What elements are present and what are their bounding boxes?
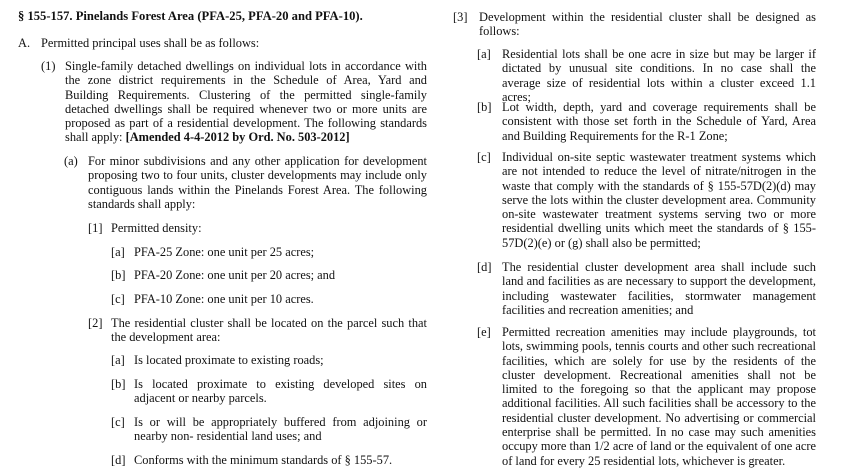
- sub-3-item-e: [477, 325, 816, 468]
- sub-2-item-b-text: Is located proximate to existing developed sites on adjacent or nearby parcels.: [134, 377, 427, 406]
- sub-2-item-d-text: Conforms with the minimum standards of § 155-57.: [134, 453, 393, 467]
- sub-1-item-b-text: PFA-20 Zone: one unit per 20 acres; and: [134, 268, 336, 282]
- item-1-text: Single-family detached dwellings on individual lots in accordance with the zone district requirements in the Schedule of Area, Yard and Building Requirements. Clustering of the permitted single-family detached dwellings shall be required whenever two or more units are proposed as part of a residential development. The following standards shall apply:: [65, 59, 427, 145]
- sub-2-item-a-text: Is located proximate to existing roads;: [134, 353, 324, 367]
- sub-2-item-d-label: [d]: [111, 453, 126, 467]
- section-a-label: A.: [18, 36, 31, 50]
- sub-3-item-b-label: [b]: [477, 100, 492, 114]
- sub-3-item-d-label: [d]: [477, 260, 492, 274]
- sub-1-item-c-label: [c]: [111, 292, 125, 306]
- amendment-note: [Amended 4-4-2012 by Ord. No. 503-2012]: [125, 130, 350, 145]
- sub-1-item-a-label: [a]: [111, 245, 125, 259]
- sub-1-item-a-text: PFA-25 Zone: one unit per 25 acres;: [134, 245, 315, 259]
- sub-2-item-d: [111, 453, 427, 467]
- sub-2-item-c-label: [c]: [111, 415, 125, 429]
- sub-3-label: [3]: [453, 10, 468, 24]
- section-title: § 155-157. Pinelands Forest Area (PFA-25, PFA-20 and PFA-10).: [18, 9, 363, 23]
- sub-3-item-b-text: Lot width, depth, yard and coverage requirements shall be consistent with those set forth in the Schedule of Yard, Area and Building Requirements for the R-1 Zone;: [502, 100, 816, 143]
- item-1-label: (1): [41, 59, 56, 73]
- sub-1-label: [1]: [88, 221, 103, 235]
- sub-3-item-d-text: The residential cluster development area shall include such land and facilities as are necessary to support the development, including wastewater facilities, stormwater management facilities and recreation amenities; and: [502, 260, 816, 317]
- sub-1-item-b: [111, 268, 427, 282]
- sub-2-item-b: [111, 377, 427, 406]
- sub-3-item-e-text: Permitted recreation amenities may include playgrounds, tot lots, swimming pools, tennis courts and other such recreational facilities, which are solely for use by the residents of the cluster development. Recreational amenities shall not be limited to the foregoing so that the applicant may propose additional facilities. All such facilities shall be accessory to the residential cluster development. No advertising or commercial enterprise shall be permitted. In no case may such amenities occupy more than 1/2 acre of land or the equivalent of one acre of land for every 25 residential lots, whichever is greater.: [502, 325, 816, 468]
- item-a: [64, 154, 427, 211]
- sub-3-item-a-text: Residential lots shall be one acre in size but may be larger if dictated by unusual site conditions. In no case shall the average size of residential lots within a cluster exceed 1.1 acres;: [502, 47, 816, 104]
- sub-1: [88, 221, 427, 235]
- section-a: [18, 36, 418, 50]
- item-a-text: For minor subdivisions and any other application for development proposing two to four units, cluster developments may include only contiguous lands within the Pinelands Forest Area. The following standards shall apply:: [88, 154, 427, 211]
- sub-2: [88, 316, 427, 345]
- sub-1-item-a: [111, 245, 427, 259]
- sub-3-item-c-text: Individual on-site septic wastewater treatment systems which are not intended to reduce the level of nitrate/nitrogen in the waste that comply with the standards of § 155-57D(2)(d) may serve the lots within the cluster development area. Community on-site wastewater treatment systems serving two or more residential dwelling units which meet the standards of § 155-57D(2)(e) or (g) shall also be permitted;: [502, 150, 816, 250]
- sub-3-item-a-label: [a]: [477, 47, 491, 61]
- sub-2-item-a-label: [a]: [111, 353, 125, 367]
- sub-3: [453, 10, 816, 39]
- item-1: [41, 59, 427, 145]
- sub-3-text: Development within the residential cluster shall be designed as follows:: [479, 10, 816, 39]
- sub-2-text: The residential cluster shall be located on the parcel such that the development area:: [111, 316, 427, 345]
- sub-3-item-c-label: [c]: [477, 150, 491, 164]
- sub-3-item-a: [477, 47, 816, 104]
- sub-1-text: Permitted density:: [111, 221, 202, 235]
- sub-1-item-c: [111, 292, 427, 306]
- sub-3-item-d: [477, 260, 816, 317]
- sub-3-item-b: [477, 100, 816, 143]
- sub-2-item-c: [111, 415, 427, 444]
- section-a-text: Permitted principal uses shall be as follows:: [41, 36, 260, 50]
- sub-2-item-b-label: [b]: [111, 377, 126, 391]
- sub-2-item-c-text: Is or will be appropriately buffered from adjoining or nearby non- residential land uses; and: [134, 415, 427, 444]
- sub-3-item-e-label: [e]: [477, 325, 491, 339]
- sub-1-item-c-text: PFA-10 Zone: one unit per 10 acres.: [134, 292, 314, 306]
- sub-3-item-c: [477, 150, 816, 250]
- sub-2-label: [2]: [88, 316, 103, 330]
- item-1-body: [65, 59, 427, 145]
- item-a-label: (a): [64, 154, 78, 168]
- sub-2-item-a: [111, 353, 427, 367]
- sub-1-item-b-label: [b]: [111, 268, 126, 282]
